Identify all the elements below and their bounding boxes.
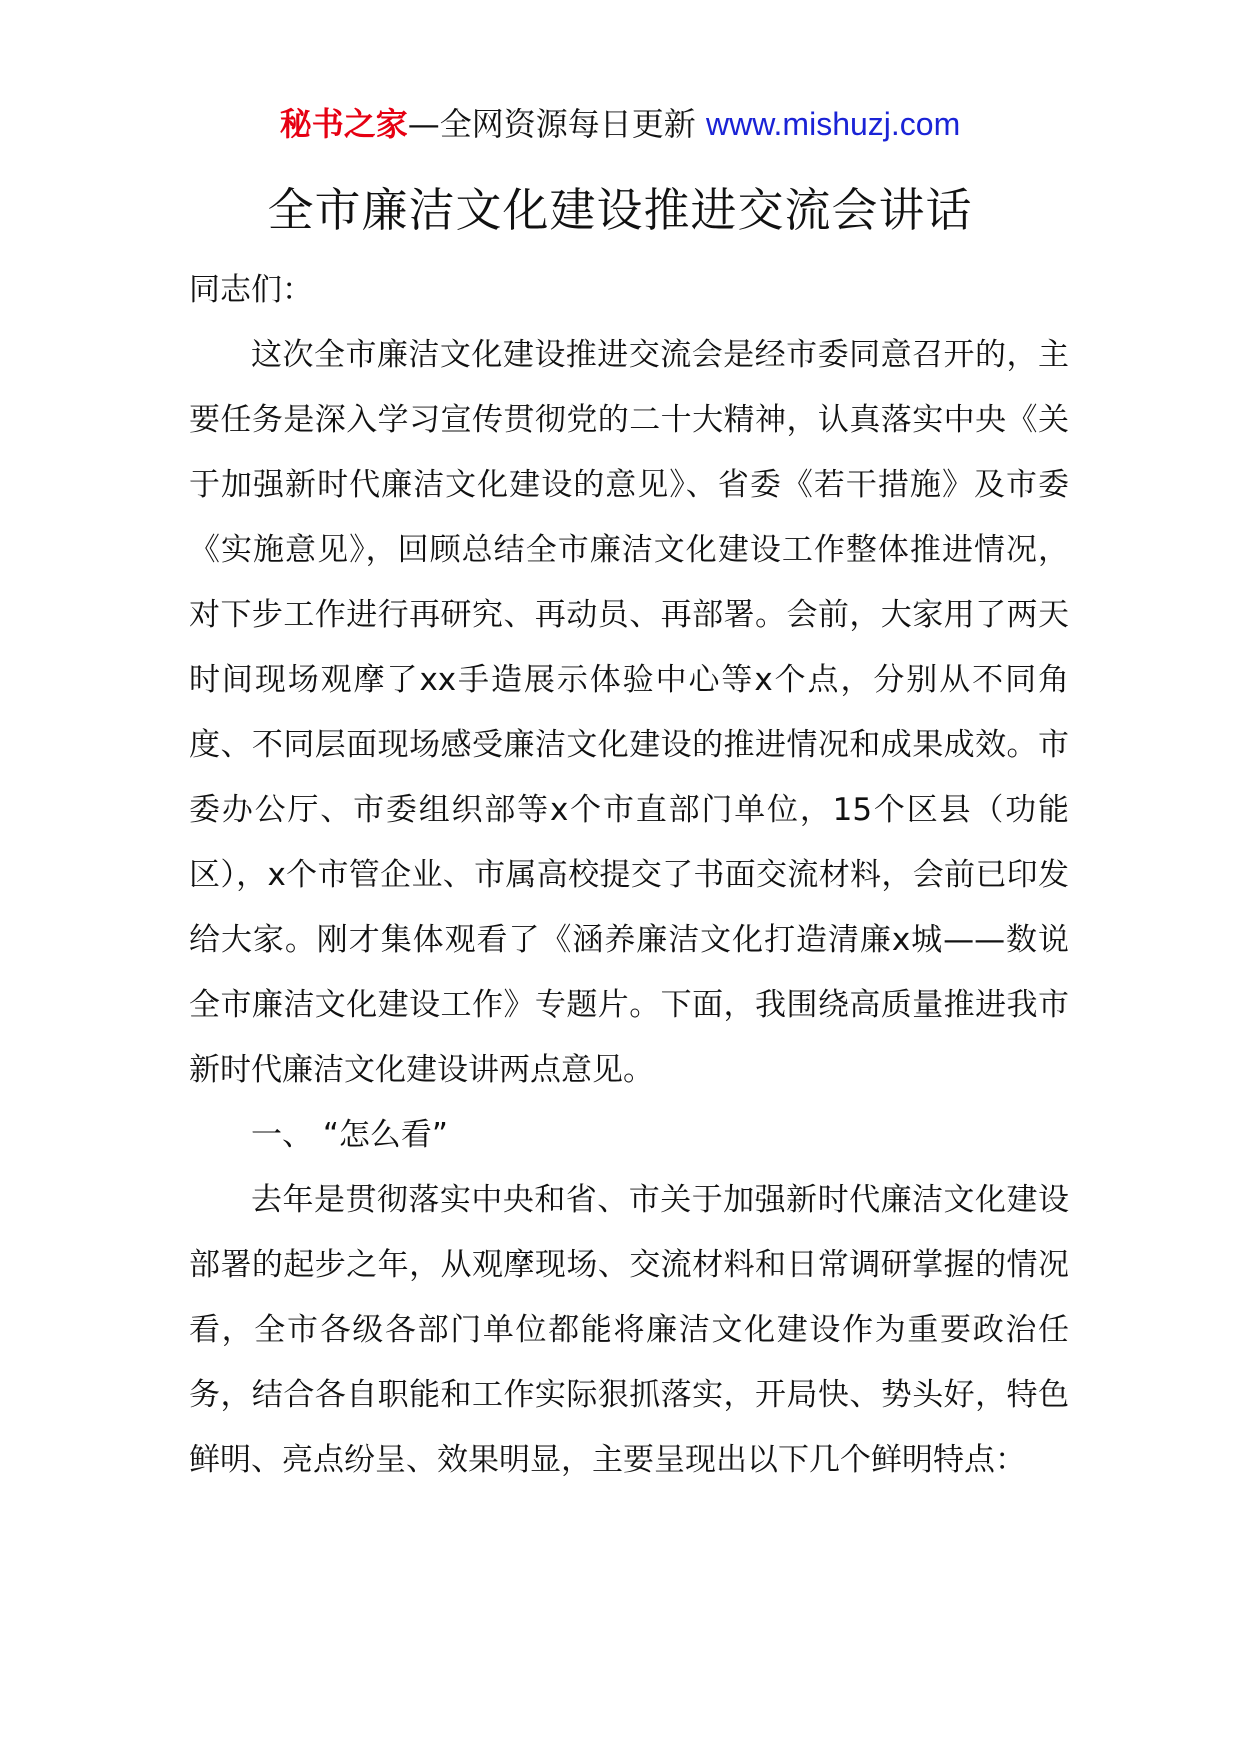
site-header [0,104,1240,144]
document-title: 全市廉洁文化建设推进交流会讲话 [267,183,973,237]
site-tagline: —全网资源每日更新 [407,105,696,143]
paragraph-section-1: 去年是贯彻落实中央和省、市关于加强新时代廉洁文化建设部署的起步之年，从观摩现场、交流材料和日常调研掌握的情况看，全市各级各部门单位都能将廉洁文化建设作为重要政治任务，结合各自职能和工作实际狠抓落实，开局快、势头好，特色鲜明、亮点纷呈、效果明显，主要呈现出以下几个鲜明特点： [189,1182,1069,1478]
document-body [189,258,1069,1493]
paragraph-intro: 这次全市廉洁文化建设推进交流会是经市委同意召开的，主要任务是深入学习宣传贯彻党的二十大精神，认真落实中央《关于加强新时代廉洁文化建设的意见》、省委《若干措施》及市委《实施意见》，回顾总结全市廉洁文化建设工作整体推进情况，对下步工作进行再研究、再动员、再部署。会前，大家用了两天时间现场观摩了xx手造展示体验中心等x个点，分别从不同角度、不同层面现场感受廉洁文化建设的推进情况和成果成效。市委办公厅、市委组织部等x个市直部门单位，15个区县（功能区），x个市管企业、市属高校提交了书面交流材料，会前已印发给大家。刚才集体观看了《涵养廉洁文化打造清廉x城——数说全市廉洁文化建设工作》专题片。下面，我围绕高质量推进我市新时代廉洁文化建设讲两点意见。 [189,337,1069,1088]
site-url-link[interactable]: www.mishuzj.com [705,106,961,142]
site-brand: 秘书之家 [279,105,408,143]
salutation: 同志们： [189,272,313,308]
section-heading-1: 一、 “怎么看” [251,1117,448,1153]
